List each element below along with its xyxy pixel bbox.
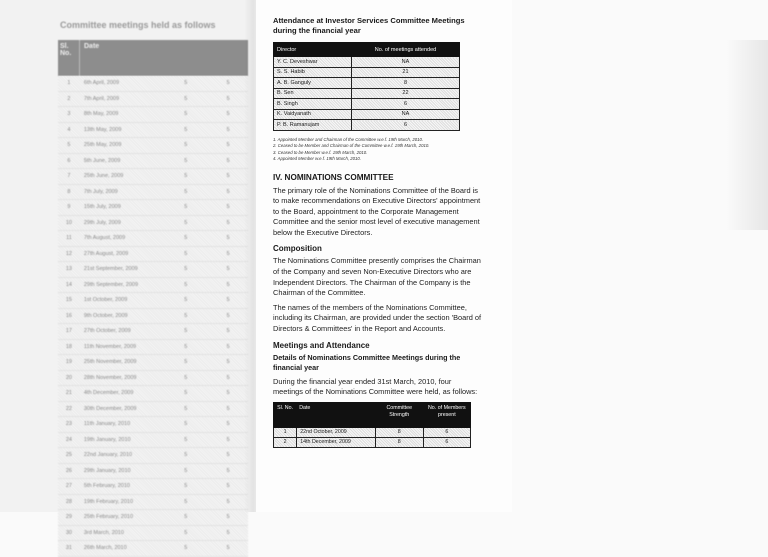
meeting-date: 26th March, 2010 bbox=[83, 545, 127, 552]
serial-number: 12 bbox=[65, 250, 72, 257]
nominations-committee-title: IV. NOMINATIONS COMMITTEE bbox=[273, 172, 394, 182]
members-present: 5 bbox=[226, 421, 230, 428]
serial-number: 6 bbox=[67, 157, 71, 164]
nom-serial: 1 bbox=[274, 427, 297, 437]
committee-strength: 5 bbox=[184, 266, 188, 273]
nom-date: 14th December, 2009 bbox=[297, 437, 376, 447]
attendance-col-meetings: No. of meetings attended bbox=[351, 43, 459, 57]
meeting-date: 13th May, 2009 bbox=[83, 126, 122, 133]
members-present: 5 bbox=[226, 281, 230, 288]
director-name: S. S. Habib bbox=[274, 67, 352, 78]
members-present: 5 bbox=[226, 235, 230, 242]
members-present: 5 bbox=[226, 405, 230, 412]
table-row bbox=[274, 57, 460, 68]
table-row bbox=[274, 78, 460, 89]
table-row bbox=[58, 495, 248, 511]
meeting-date: 7th April, 2009 bbox=[83, 95, 120, 102]
serial-number: 4 bbox=[67, 126, 71, 133]
table-row bbox=[274, 99, 460, 110]
left-table-body bbox=[58, 76, 248, 557]
table-row bbox=[274, 67, 460, 78]
nom-col-date: Date bbox=[297, 402, 376, 427]
meeting-date: 6th April, 2009 bbox=[83, 80, 120, 87]
table-row bbox=[58, 479, 248, 495]
table-row bbox=[58, 154, 248, 170]
committee-strength: 5 bbox=[184, 467, 188, 474]
attendance-heading: Attendance at Investor Services Committee Meetings during the financial year bbox=[273, 16, 465, 35]
nominations-paragraph: The primary role of the Nominations Committee of the Board is to make recommendations on Executive Directors' appointment to the Board, appointment to the Corporate Management Committee and the senior most level of executive management below the Executive Directors. bbox=[273, 185, 481, 237]
table-row bbox=[274, 120, 460, 131]
meeting-date: 5th February, 2010 bbox=[83, 483, 130, 490]
table-row bbox=[274, 88, 460, 99]
table-row bbox=[58, 526, 248, 542]
composition-title: Composition bbox=[273, 244, 322, 254]
serial-number: 9 bbox=[67, 204, 71, 211]
table-row bbox=[58, 231, 248, 247]
meeting-date: 5th June, 2009 bbox=[83, 157, 121, 164]
table-row bbox=[58, 216, 248, 232]
table-row bbox=[58, 324, 248, 340]
serial-number: 18 bbox=[65, 343, 72, 350]
meeting-date: 1st October, 2009 bbox=[83, 297, 128, 304]
table-row bbox=[58, 185, 248, 201]
committee-strength: 5 bbox=[184, 343, 188, 350]
committee-strength: 5 bbox=[184, 235, 188, 242]
director-name: B. Sen bbox=[274, 88, 352, 99]
meetings-attended: 6 bbox=[351, 120, 459, 131]
table-row bbox=[58, 200, 248, 216]
nom-date: 22nd October, 2009 bbox=[297, 427, 376, 437]
meeting-date: 4th December, 2009 bbox=[83, 390, 134, 397]
serial-number: 10 bbox=[65, 219, 72, 226]
committee-strength: 5 bbox=[184, 405, 188, 412]
serial-number: 20 bbox=[65, 374, 72, 381]
meeting-date: 3rd March, 2010 bbox=[83, 529, 124, 536]
members-present: 5 bbox=[226, 266, 230, 273]
table-row bbox=[58, 448, 248, 464]
serial-number: 26 bbox=[65, 467, 72, 474]
meeting-date: 29th July, 2009 bbox=[83, 219, 121, 226]
footnotes bbox=[273, 137, 483, 163]
left-header-date: Date bbox=[84, 43, 100, 50]
table-row bbox=[58, 433, 248, 449]
serial-number: 1 bbox=[67, 80, 71, 87]
footnote: 1. Appointed Member and Chairman of the Committee w.e.f. 19th March, 2010. bbox=[273, 136, 424, 142]
serial-number: 19 bbox=[65, 359, 72, 366]
right-page-content bbox=[273, 16, 483, 448]
serial-number: 3 bbox=[67, 111, 71, 118]
meeting-date: 21st September, 2009 bbox=[83, 266, 138, 273]
page-fold-shadow bbox=[726, 40, 768, 230]
serial-number: 8 bbox=[67, 188, 71, 195]
nominations-table-header bbox=[274, 402, 471, 427]
nom-col-serial: Sl. No. bbox=[274, 402, 297, 427]
committee-strength: 5 bbox=[184, 514, 188, 521]
table-row bbox=[274, 437, 471, 447]
members-present: 5 bbox=[226, 359, 230, 366]
left-page bbox=[0, 0, 256, 552]
meeting-date: 8th May, 2009 bbox=[83, 111, 119, 118]
director-name: A. B. Ganguly bbox=[274, 78, 352, 89]
committee-strength: 5 bbox=[184, 80, 188, 87]
meeting-date: 25th February, 2010 bbox=[83, 514, 133, 521]
meeting-date: 22nd January, 2010 bbox=[83, 452, 133, 459]
committee-strength: 5 bbox=[184, 250, 188, 257]
director-name: Y. C. Deveshwar bbox=[274, 57, 352, 68]
meetings-paragraph: During the financial year ended 31st March, 2010, four meetings of the Nominations Committee were held, as follows: bbox=[273, 376, 478, 397]
members-present: 5 bbox=[226, 498, 230, 505]
members-present: 5 bbox=[226, 452, 230, 459]
members-present: 5 bbox=[226, 514, 230, 521]
serial-number: 28 bbox=[65, 498, 72, 505]
table-row bbox=[58, 355, 248, 371]
meeting-date: 25th May, 2009 bbox=[83, 142, 122, 149]
members-present: 5 bbox=[226, 297, 230, 304]
nom-strength: 8 bbox=[375, 437, 423, 447]
committee-strength: 5 bbox=[184, 281, 188, 288]
members-present: 5 bbox=[226, 312, 230, 319]
members-present: 5 bbox=[226, 204, 230, 211]
footnote: 2. Ceased to be Member and Chairman of the Committee w.e.f. 19th March, 2010. bbox=[273, 143, 430, 148]
meetings-attended: NA bbox=[351, 109, 459, 120]
members-present: 5 bbox=[226, 374, 230, 381]
members-present: 5 bbox=[226, 343, 230, 350]
committee-strength: 5 bbox=[184, 545, 188, 552]
serial-number: 31 bbox=[65, 545, 72, 552]
committee-strength: 5 bbox=[184, 157, 188, 164]
serial-number: 22 bbox=[65, 405, 72, 412]
meetings-attended: 22 bbox=[351, 88, 459, 99]
left-header-serial: Sl. No. bbox=[58, 40, 80, 76]
committee-strength: 5 bbox=[184, 498, 188, 505]
committee-strength: 5 bbox=[184, 126, 188, 133]
members-present: 5 bbox=[226, 328, 230, 335]
serial-number: 21 bbox=[65, 390, 72, 397]
meeting-date: 11th November, 2009 bbox=[83, 343, 137, 350]
serial-number: 27 bbox=[65, 483, 72, 490]
table-row bbox=[274, 109, 460, 120]
meeting-date: 28th November, 2009 bbox=[83, 374, 137, 381]
nom-strength: 8 bbox=[375, 427, 423, 437]
meeting-date: 9th October, 2009 bbox=[83, 312, 128, 319]
nom-present: 6 bbox=[423, 437, 470, 447]
committee-strength: 5 bbox=[184, 452, 188, 459]
table-row bbox=[58, 371, 248, 387]
members-present: 5 bbox=[226, 529, 230, 536]
members-present: 5 bbox=[226, 436, 230, 443]
meeting-date: 7th July, 2009 bbox=[83, 188, 118, 195]
table-row bbox=[58, 417, 248, 433]
committee-strength: 5 bbox=[184, 297, 188, 304]
committee-strength: 5 bbox=[184, 390, 188, 397]
attendance-table-header bbox=[274, 43, 460, 57]
footnote: 3. Ceased to be Member w.e.f. 19th March, 2010. bbox=[273, 149, 368, 155]
committee-strength: 5 bbox=[184, 436, 188, 443]
table-row bbox=[274, 427, 471, 437]
serial-number: 24 bbox=[65, 436, 72, 443]
table-row bbox=[58, 123, 248, 139]
members-present: 5 bbox=[226, 219, 230, 226]
members-present: 5 bbox=[226, 390, 230, 397]
right-page bbox=[256, 0, 512, 512]
serial-number: 25 bbox=[65, 452, 72, 459]
committee-strength: 5 bbox=[184, 204, 188, 211]
committee-strength: 5 bbox=[184, 374, 188, 381]
committee-strength: 5 bbox=[184, 188, 188, 195]
nom-col-present: No. of Members present bbox=[423, 402, 470, 427]
meetings-attended: NA bbox=[351, 57, 459, 68]
composition-paragraph-1: The Nominations Committee presently comprises the Chairman of the Company and seven Non-Executive Directors who are Independent Directors. The Chairman of the Company is the Chairman of the Committee. bbox=[273, 256, 481, 298]
committee-strength: 5 bbox=[184, 173, 188, 180]
table-row bbox=[58, 464, 248, 480]
serial-number: 7 bbox=[67, 173, 71, 180]
committee-strength: 5 bbox=[184, 483, 188, 490]
nom-serial: 2 bbox=[274, 437, 297, 447]
left-page-heading: Committee meetings held as follows bbox=[60, 20, 216, 30]
meeting-date: 19th January, 2010 bbox=[83, 436, 131, 443]
members-present: 5 bbox=[226, 467, 230, 474]
table-row bbox=[58, 541, 248, 557]
attendance-table bbox=[273, 42, 460, 131]
serial-number: 29 bbox=[65, 514, 72, 521]
committee-strength: 5 bbox=[184, 529, 188, 536]
serial-number: 2 bbox=[67, 95, 71, 102]
meeting-date: 29th January, 2010 bbox=[83, 467, 131, 474]
meeting-date: 15th July, 2009 bbox=[83, 204, 121, 211]
table-row bbox=[58, 247, 248, 263]
serial-number: 17 bbox=[65, 328, 72, 335]
director-name: P. B. Ramanujam bbox=[274, 120, 352, 131]
meetings-subtitle: Details of Nominations Committee Meetings during the financial year bbox=[273, 352, 461, 372]
left-table-header bbox=[58, 40, 248, 76]
composition-paragraph-2: The names of the members of the Nominations Committee, including its Chairman, are provided under the section 'Board of Directors & Committees' in the Report and Accounts. bbox=[273, 302, 482, 334]
committee-strength: 5 bbox=[184, 421, 188, 428]
committee-strength: 5 bbox=[184, 142, 188, 149]
meeting-date: 7th August, 2009 bbox=[83, 235, 126, 242]
director-name: K. Vaidyanath bbox=[274, 109, 352, 120]
members-present: 5 bbox=[226, 126, 230, 133]
members-present: 5 bbox=[226, 80, 230, 87]
serial-number: 11 bbox=[66, 235, 72, 242]
serial-number: 15 bbox=[65, 297, 72, 304]
table-row bbox=[58, 278, 248, 294]
meetings-attended: 8 bbox=[351, 78, 459, 89]
nom-col-strength: Committee Strength bbox=[375, 402, 423, 427]
serial-number: 23 bbox=[65, 421, 72, 428]
committee-strength: 5 bbox=[184, 111, 188, 118]
committee-strength: 5 bbox=[184, 219, 188, 226]
meeting-date: 19th February, 2010 bbox=[83, 498, 133, 505]
attendance-col-director: Director bbox=[274, 43, 352, 57]
meeting-date: 27th October, 2009 bbox=[83, 328, 131, 335]
meetings-attendance-title: Meetings and Attendance bbox=[273, 340, 370, 350]
table-row bbox=[58, 402, 248, 418]
table-row bbox=[58, 76, 248, 92]
meeting-date: 29th September, 2009 bbox=[83, 281, 138, 288]
committee-strength: 5 bbox=[184, 328, 188, 335]
serial-number: 16 bbox=[65, 312, 72, 319]
members-present: 5 bbox=[226, 250, 230, 257]
nominations-meetings-table bbox=[273, 402, 471, 448]
table-row bbox=[58, 92, 248, 108]
table-row bbox=[58, 169, 248, 185]
members-present: 5 bbox=[226, 188, 230, 195]
members-present: 5 bbox=[226, 173, 230, 180]
meeting-date: 25th November, 2009 bbox=[83, 359, 137, 366]
members-present: 5 bbox=[226, 157, 230, 164]
table-row bbox=[58, 138, 248, 154]
table-row bbox=[58, 510, 248, 526]
serial-number: 13 bbox=[65, 266, 72, 273]
members-present: 5 bbox=[226, 142, 230, 149]
committee-strength: 5 bbox=[184, 95, 188, 102]
left-meetings-table bbox=[58, 40, 248, 557]
serial-number: 14 bbox=[65, 281, 72, 288]
director-name: B. Singh bbox=[274, 99, 352, 110]
meeting-date: 25th June, 2009 bbox=[83, 173, 124, 180]
meetings-attended: 21 bbox=[351, 67, 459, 78]
table-row bbox=[58, 386, 248, 402]
nom-present: 6 bbox=[423, 427, 470, 437]
table-row bbox=[58, 309, 248, 325]
committee-strength: 5 bbox=[184, 312, 188, 319]
meeting-date: 27th August, 2009 bbox=[83, 250, 129, 257]
members-present: 5 bbox=[226, 545, 230, 552]
table-row bbox=[58, 262, 248, 278]
members-present: 5 bbox=[226, 483, 230, 490]
meeting-date: 11th January, 2010 bbox=[83, 421, 131, 428]
table-row bbox=[58, 340, 248, 356]
serial-number: 5 bbox=[67, 142, 71, 149]
footnote: 4. Appointed Member w.e.f. 19th March, 2010. bbox=[273, 156, 361, 161]
meeting-date: 30th December, 2009 bbox=[83, 405, 137, 412]
committee-strength: 5 bbox=[184, 359, 188, 366]
meetings-attended: 6 bbox=[351, 99, 459, 110]
members-present: 5 bbox=[226, 111, 230, 118]
table-row bbox=[58, 107, 248, 123]
members-present: 5 bbox=[226, 95, 230, 102]
table-row bbox=[58, 293, 248, 309]
serial-number: 30 bbox=[65, 529, 72, 536]
